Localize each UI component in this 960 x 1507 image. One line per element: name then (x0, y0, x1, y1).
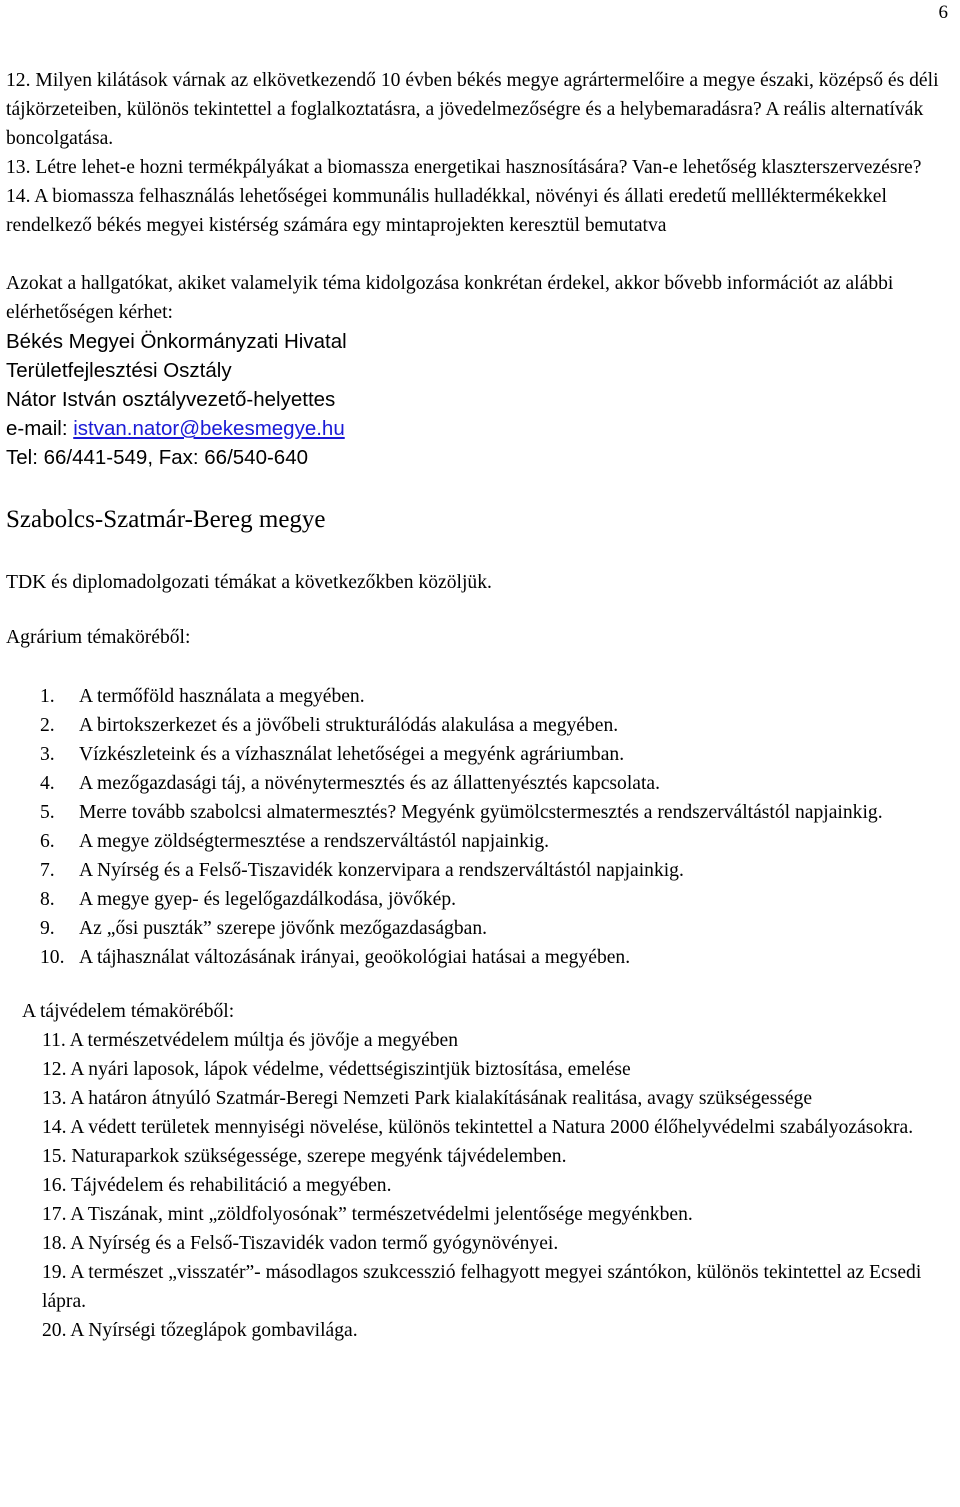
item-text: Merre tovább szabolcsi almatermesztés? Megyénk gyümölcstermesztés a rendszerváltástól napjainkig. (79, 802, 883, 823)
item-text: Vízkészleteink és a vízhasználat lehetőségei a megyénk agráriumban. (79, 744, 625, 765)
list-item: 19. A természet „visszatér”- másodlagos szukcesszió felhagyott megyei szántókon, különös tekintettel az Ecsedi lápra. (42, 1262, 922, 1312)
item-number: 6. (40, 831, 55, 852)
list-item (6, 885, 954, 914)
item-number: 5. (40, 802, 55, 823)
topic-list-intro (6, 66, 954, 240)
contact-email-line (6, 414, 954, 443)
item-text: A megye gyep- és legelőgazdálkodása, jövőkép. (79, 889, 457, 910)
topic-item: 13. Létre lehet-e hozni termékpályákat a biomassza energetikai hasznosítására? Van-e lehetőség klaszterszervezésre? (6, 157, 922, 178)
list-item (6, 740, 954, 769)
list-item: 13. A határon átnyúló Szatmár-Beregi Nemzeti Park kialakításának realitása, avagy szükségessége (42, 1088, 813, 1109)
list-item: 17. A Tiszának, mint „zöldfolyosónak” természetvédelmi jelentősége megyénkben. (42, 1204, 693, 1225)
topic-item: 14. A biomassza felhasználás lehetőségei kommunális hulladékkal, növényi és állati eredetű mellléktermékekkel rendelkező békés megyei kistérség számára egy mintaprojekten keresztül bemutatva (6, 186, 887, 236)
item-number: 1. (40, 686, 55, 707)
item-number: 8. (40, 889, 55, 910)
region-intro: TDK és diplomadolgozati témákat a következőkben közöljük. (6, 572, 492, 593)
contact-person: Nátor István osztályvezető-helyettes (6, 388, 336, 411)
item-text: A Nyírség és a Felső-Tiszavidék konzervipara a rendszerváltástól napjainkig. (79, 860, 684, 881)
item-number: 9. (40, 918, 55, 939)
item-number: 4. (40, 773, 55, 794)
item-text: A mezőgazdasági táj, a növénytermesztés és az állattenyésztés kapcsolata. (79, 773, 661, 794)
tajvedelem-topic-list (6, 1026, 954, 1345)
list-item (6, 856, 954, 885)
agrarium-title: Agrárium témaköréből: (6, 627, 191, 648)
tajvedelem-title: A tájvédelem témaköréből: (22, 1001, 235, 1022)
item-text: A termőföld használata a megyében. (79, 686, 365, 707)
contact-phone: Tel: 66/441-549, Fax: 66/540-640 (6, 446, 309, 469)
contact-block (6, 269, 954, 472)
agrarium-topic-list (6, 682, 954, 972)
topic-item: 12. Milyen kilátások várnak az elkövetkezendő 10 évben békés megye agrártermelőire a megye északi, középső és déli tájkörzeteiben, különös tekintettel a foglalkoztatásra, a jövedelmezőségre és a helybemaradásra? A reális alternatívák boncolgatása. (6, 70, 939, 149)
item-number: 10. (40, 947, 65, 968)
region-heading: Szabolcs-Szatmár-Bereg megye (6, 506, 326, 533)
item-number: 7. (40, 860, 55, 881)
item-number: 2. (40, 715, 55, 736)
list-item (6, 943, 954, 972)
list-item (6, 914, 954, 943)
list-item (6, 827, 954, 856)
item-number: 3. (40, 744, 55, 765)
list-item: 16. Tájvédelem és rehabilitáció a megyében. (42, 1175, 392, 1196)
list-item: 18. A Nyírség és a Felső-Tiszavidék vadon termő gyógynövényei. (42, 1233, 559, 1254)
list-item: 11. A természetvédelem múltja és jövője a megyében (42, 1030, 459, 1051)
list-item (6, 711, 954, 740)
list-item (6, 682, 954, 711)
spacer (6, 240, 954, 269)
item-text: A tájhasználat változásának irányai, geoökológiai hatásai a megyében. (79, 947, 631, 968)
list-item (6, 798, 954, 827)
document-body (6, 66, 954, 1345)
list-item: 12. A nyári laposok, lápok védelme, védettségiszintjük biztosítása, emelése (42, 1059, 631, 1080)
item-text: A megye zöldségtermesztése a rendszerváltástól napjainkig. (79, 831, 550, 852)
list-item: 15. Naturaparkok szükségessége, szerepe megyénk tájvédelemben. (42, 1146, 567, 1167)
email-link[interactable]: istvan.nator@bekesmegye.hu (73, 417, 345, 440)
contact-department: Területfejlesztési Osztály (6, 359, 232, 382)
page-number: 6 (938, 2, 948, 23)
contact-organization: Békés Megyei Önkormányzati Hivatal (6, 330, 347, 353)
item-text: Az „ősi puszták” szerepe jövőnk mezőgazdaságban. (79, 918, 488, 939)
item-text: A birtokszerkezet és a jövőbeli strukturálódás alakulása a megyében. (79, 715, 619, 736)
email-label: e-mail: (6, 417, 74, 440)
contact-intro: Azokat a hallgatókat, akiket valamelyik téma kidolgozása konkrétan érdekel, akkor bővebb információt az alábbi elérhetőségen kérhet: (6, 273, 894, 323)
list-item: 14. A védett területek mennyiségi növelése, különös tekintettel a Natura 2000 élőhelyvédelmi szabályozásokra. (42, 1117, 914, 1138)
list-item: 20. A Nyírségi tőzeglápok gombavilága. (42, 1320, 358, 1341)
list-item (6, 769, 954, 798)
